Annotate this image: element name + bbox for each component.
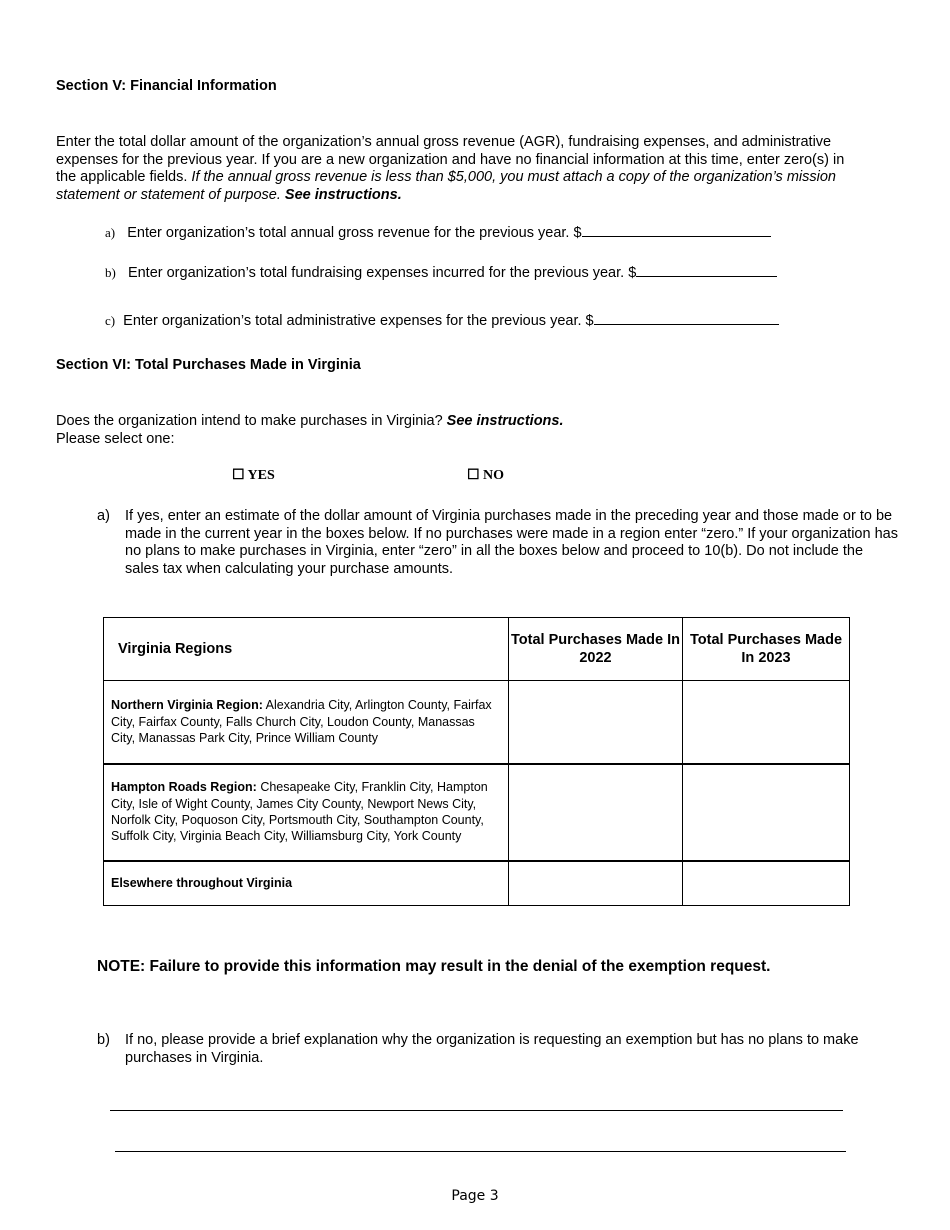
table-header xyxy=(104,618,850,681)
explanation-line-1[interactable] xyxy=(110,1090,843,1111)
item-b-text: If no, please provide a brief explanation why the organization is requesting an exemption but has no plans to make purchases in Virginia. xyxy=(125,1032,859,1066)
table-row xyxy=(104,764,850,861)
item-b-marker: b) xyxy=(97,1032,110,1048)
purchases-2022-input[interactable] xyxy=(509,681,683,764)
header-2023: Total Purchases Made In 2023 xyxy=(683,618,850,681)
region-name: Hampton Roads Region: xyxy=(111,780,257,795)
region-cell xyxy=(104,764,509,861)
no-checkbox[interactable]: ☐ NO xyxy=(467,468,505,483)
administrative-item xyxy=(105,311,779,329)
header-2022: Total Purchases Made In 2022 xyxy=(509,618,683,681)
intro-text: Enter the total dollar amount of the organization’s annual gross revenue (AGR), fundraising expenses, and administrative expenses for the previous year. If you are a new organization and have no financial information at this time, enter zero(s) in the applicable fields. xyxy=(56,134,845,185)
region-cell: Elsewhere throughout Virginia xyxy=(104,861,509,906)
region-name: Northern Virginia Region: xyxy=(111,698,263,713)
item-marker: a) xyxy=(105,225,116,240)
select-prompt: Please select one: xyxy=(56,431,175,447)
page-number: Page 3 xyxy=(451,1188,499,1204)
purchases-2023-input[interactable] xyxy=(683,681,850,764)
section-vi-title: Section VI: Total Purchases Made in Virginia xyxy=(56,357,361,373)
purchase-question xyxy=(56,413,564,429)
purchases-2022-input[interactable] xyxy=(509,861,683,906)
item-label: Enter organization’s total fundraising expenses incurred for the previous year. $ xyxy=(127,265,637,281)
see-instructions: See instructions. xyxy=(446,413,564,429)
fundraising-field[interactable] xyxy=(636,263,777,277)
region-cell xyxy=(104,681,509,764)
item-a-marker: a) xyxy=(97,508,110,524)
header-regions: Virginia Regions xyxy=(104,618,509,681)
question-text: Does the organization intend to make purchases in Virginia? xyxy=(56,413,447,429)
purchases-2023-input[interactable] xyxy=(683,764,850,861)
item-marker: b) xyxy=(105,265,116,280)
table-row xyxy=(104,681,850,764)
item-a-text: If yes, enter an estimate of the dollar amount of Virginia purchases made in the preceding year and those made or to be made in the current year in the boxes below. If no purchases were made in a region enter “zero.” If your organization has no plans to make purchases in Virginia, enter “zero” in all the boxes below and proceed to 10(b). Do not include the sales tax when calculating your purchase amounts. xyxy=(125,508,898,577)
region-detail: Chesapeake City, Franklin City, Hampton City, Isle of Wight County, James City County, Newport News City, Norfolk City, Poquoson City, Portsmouth City, Southampton County, Suffolk City, Virginia Beach City, Williamsburg City, York County xyxy=(111,780,488,844)
intro-italic: If the annual gross revenue is less than $5,000, you must attach a copy of the organization’s mission statement or statement of purpose. xyxy=(56,169,836,203)
purchases-table xyxy=(103,617,850,906)
item-label: Enter organization’s total annual gross revenue for the previous year. $ xyxy=(127,225,582,241)
note-warning: NOTE: Failure to provide this information may result in the denial of the exemption request. xyxy=(97,958,771,975)
revenue-field[interactable] xyxy=(582,223,771,237)
see-instructions: See instructions. xyxy=(284,186,402,203)
section-v-intro xyxy=(56,134,866,204)
purchases-2023-input[interactable] xyxy=(683,861,850,906)
explanation-line-2[interactable] xyxy=(115,1131,846,1152)
administrative-field[interactable] xyxy=(594,311,779,325)
item-label: Enter organization’s total administrative expenses for the previous year. $ xyxy=(123,313,594,329)
revenue-item xyxy=(105,223,771,241)
table-row xyxy=(104,861,850,906)
fundraising-item xyxy=(105,263,777,281)
purchases-2022-input[interactable] xyxy=(509,764,683,861)
section-v-title: Section V: Financial Information xyxy=(56,78,277,94)
region-detail: Alexandria City, Arlington County, Fairfax City, Fairfax County, Falls Church City, Loudon County, Manassas City, Manassas Park City, Prince William County xyxy=(111,698,492,745)
yes-checkbox[interactable]: ☐ YES xyxy=(232,468,275,483)
item-marker: c) xyxy=(105,313,116,328)
